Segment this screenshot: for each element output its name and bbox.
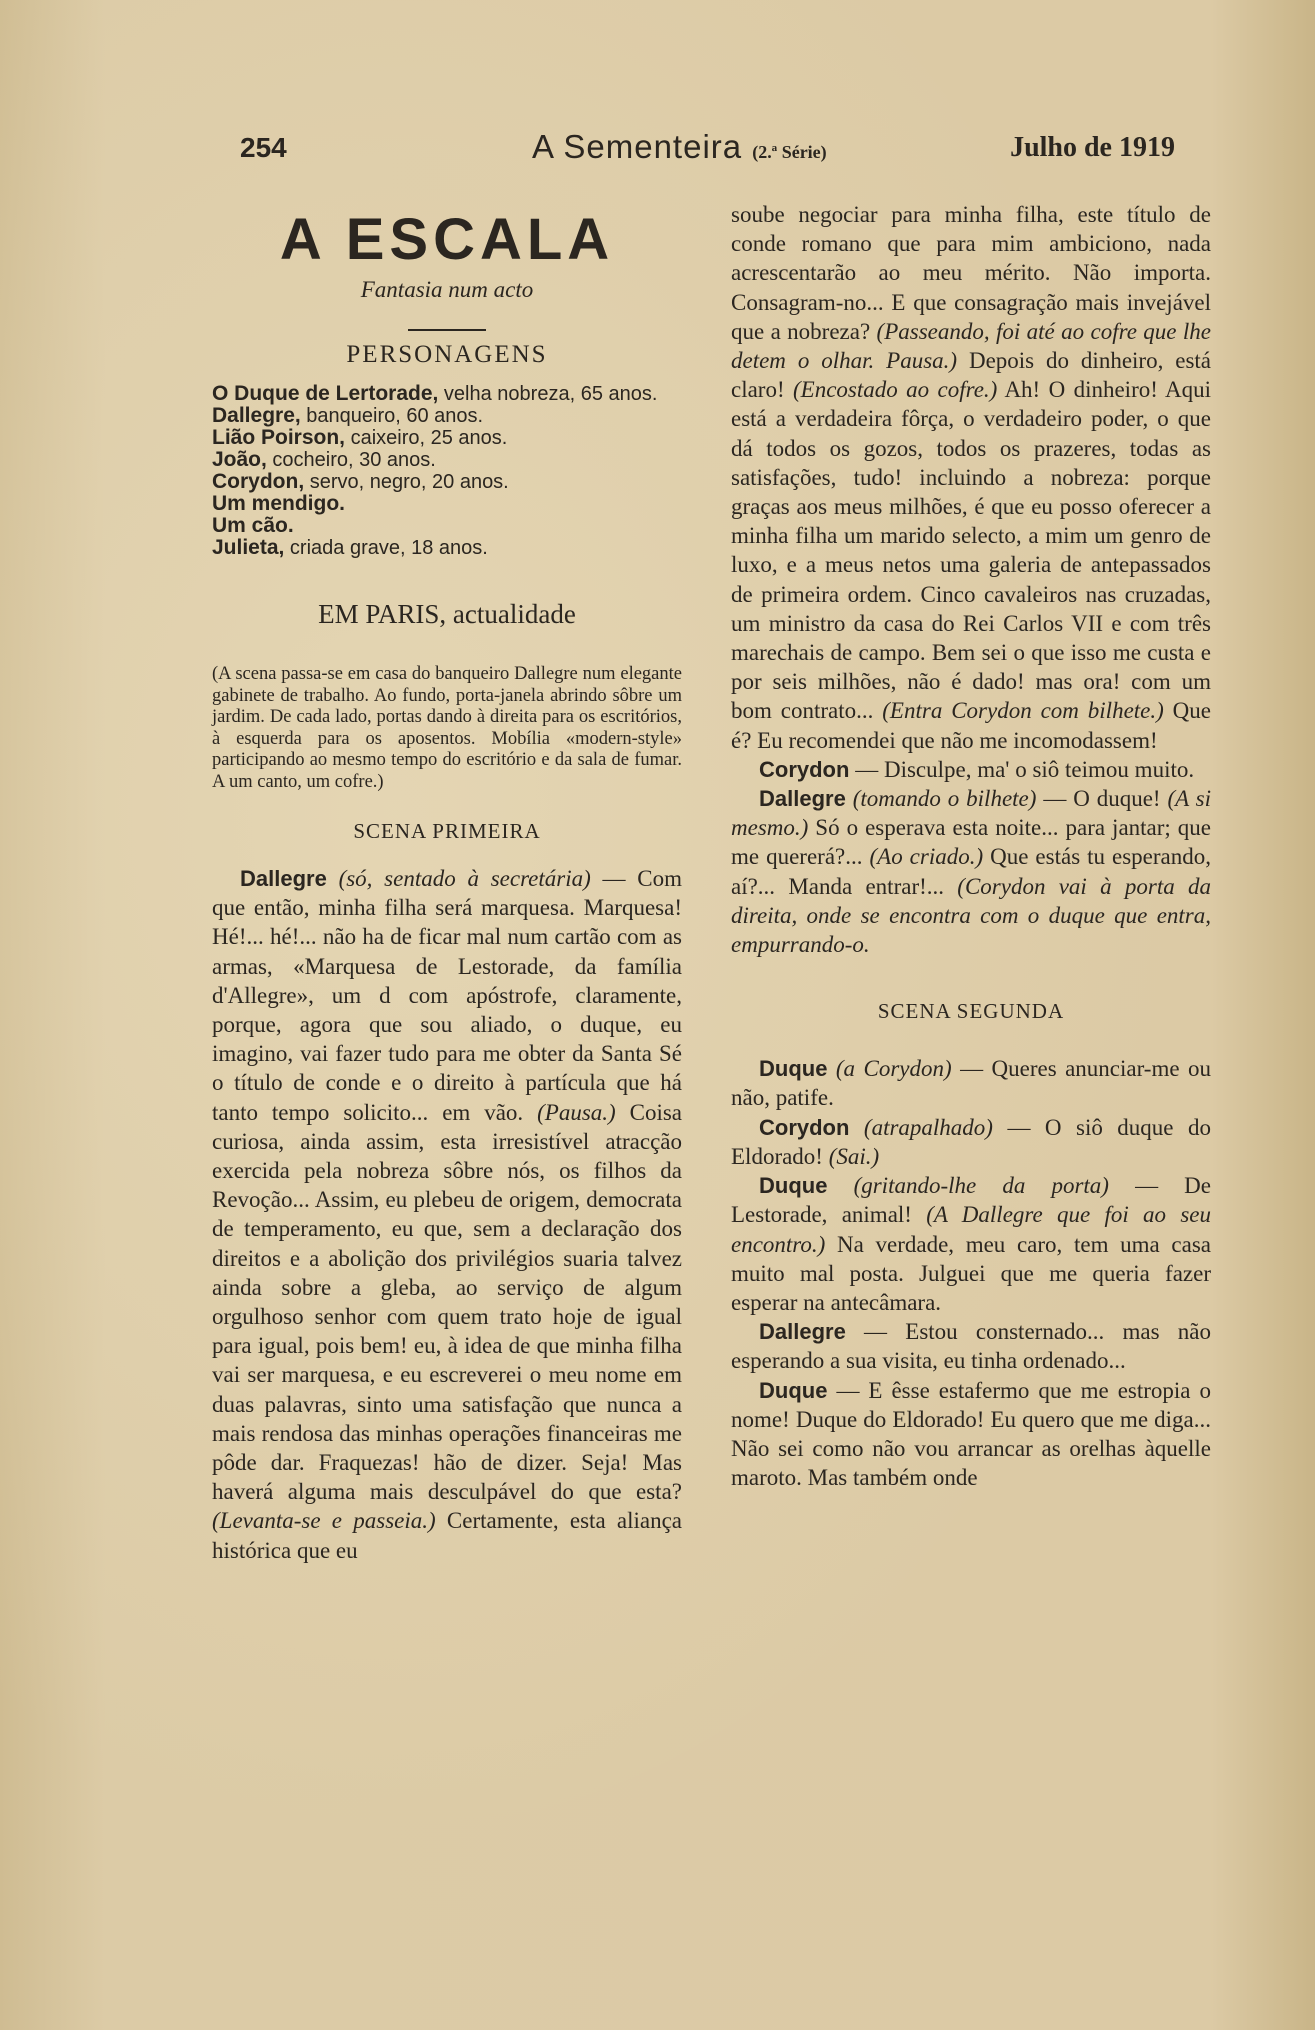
right-column <box>731 200 1211 1492</box>
dialogue-text: Só o esperava esta noite... para jantar; que me quererá?... <box>731 815 1211 870</box>
cast-member <box>212 493 682 515</box>
cast-member <box>212 449 682 471</box>
cast-member-name: O Duque de Lertorade, <box>212 382 439 405</box>
journal-title <box>532 128 827 166</box>
stage-direction: (A scena passa-se em casa do banqueiro Dallegre num elegante gabinete de trabalho. Ao fundo, porta-janela abrindo sôbre um jardim. De cada lado, portas dando à direita para os escritórios, à esquerda para os aposentos. Mobília «modern-style» participando ao mesmo tempo do escritório e da sala de fumar. A um canto, um cofre.) <box>212 664 682 792</box>
left-column <box>212 200 682 1565</box>
stage-note: (Encostado ao cofre.) <box>784 377 998 403</box>
cast-member <box>212 515 682 537</box>
cast-member <box>212 471 682 493</box>
stage-note: (Corydon vai à porta da direita, onde se encontra com o duque que entra, empurrando-o. <box>731 873 1211 958</box>
cast-member-desc: banqueiro, 60 anos. <box>300 405 484 427</box>
cast-member <box>212 383 682 405</box>
cast-member <box>212 427 682 449</box>
dialogue-paragraph <box>731 200 1211 755</box>
dialogue-text: Na verdade, meu caro, tem uma casa muito mal posta. Julguei que me queria fazer esperar na antecâmara. <box>731 1231 1211 1315</box>
setting-line: EM PARIS, actualidade <box>318 599 576 629</box>
stage-note: (Sai.) <box>822 1143 880 1169</box>
cast-member-name: Julieta, <box>212 536 285 559</box>
cast-member <box>212 405 682 427</box>
dialogue-paragraph <box>731 784 1211 959</box>
stage-note: (atrapalhado) <box>849 1114 993 1140</box>
stage-note: (gritando-lhe da porta) <box>827 1173 1109 1199</box>
journal-series: (2.ª Série) <box>752 142 827 162</box>
dialogue-text: Depois do dinheiro, está claro! <box>731 348 1211 403</box>
cast-member-name: João, <box>212 448 267 471</box>
dialogue-text: Que é? Eu recomendei que não me incomodassem! <box>731 698 1211 753</box>
page-number: 254 <box>240 132 287 163</box>
stage-note: (só, sentado à secretária) <box>326 866 591 891</box>
cast-member-desc: velha nobreza, 65 anos. <box>438 383 658 405</box>
dialogue-text: Que estás tu esperando, aí?... Manda entrar!... <box>731 844 1211 899</box>
cast-list <box>212 383 682 559</box>
play-subtitle: Fantasia num acto <box>360 277 534 302</box>
stage-note: (tomando o bilhete) <box>845 786 1037 812</box>
cast-member-desc: caixeiro, 25 anos. <box>345 427 508 449</box>
dialogue-paragraph <box>731 1317 1211 1375</box>
dialogue-text: — Estou consternado... mas não esperando a sua visita, eu tinha ordenado... <box>731 1319 1211 1374</box>
dialogue-text: Ah! O dinheiro! Aqui está a verdadeira fôrça, o verdadeiro poder, o que dá todos os gozos, todos os prazeres, todas as satisfações, tudo! incluindo a nobreza: porque graças aos meus milhões, é que eu posso oferecer a minha filha um marido selecto, a mim um genro de luxo, e a meus netos uma galeria de antepassados de primeira ordem. Cinco cavaleiros nas cruzadas, um ministro da casa do Rei Carlos VII e com três marechais de campo. Bem sei o que isso me custa e por seis milhões, não é dado! mas ora! com um bom contrato... <box>731 377 1211 724</box>
journal-name: A Sementeira <box>532 128 743 165</box>
issue-date: Julho de 1919 <box>1010 132 1175 163</box>
speaker-name: Dallegre <box>759 786 846 812</box>
cast-member-name: Dallegre, <box>212 404 301 427</box>
dialogue-paragraph <box>212 864 682 1565</box>
stage-note: (Ao criado.) <box>862 844 984 870</box>
speaker-name: Duque <box>759 1377 828 1403</box>
divider <box>408 329 486 331</box>
dialogue-text: Coisa curiosa, ainda assim, esta irresistível atracção exercida pela nobreza sôbre nós, os filhos da Revoção... Assim, eu plebeu de origem, democrata de temperamento, eu que, sem a declaração dos direitos e a abolição dos privilégios suaria talvez ainda sobre a gleba, ao serviço de algum orgulhoso senhor com quem trato hoje de igual para igual, pois bem! eu, à idea de que minha filha vai ser marquesa, e eu escreverei o meu nome em duas palavras, sinto uma satisfação que nunca a mais rendosa das minhas operações financeiras me pôde dar. Fraquezas! hão de dizer. Seja! Mas haverá alguma mais desculpável do que esta? <box>212 1099 682 1505</box>
dialogue-text: — Com que então, minha filha será marquesa. Marquesa! Hé!... hé!... não ha de ficar mal num cartão com as armas, «Marquesa de Lestorade, da família d'Allegre», um d com apóstrofe, claramente, porque, agora que sou aliado, o duque, eu imagino, vai fazer tudo para me obter da Santa Sé o título de conde e o direito à partícula que há tanto tempo solicito... em vão. <box>212 866 682 1125</box>
stage-note: (Pausa.) <box>523 1099 616 1125</box>
stage-note: (Passeando, foi até ao cofre que lhe detem o olhar. Pausa.) <box>731 318 1211 374</box>
stage-note: (Levanta-se e passeia.) <box>212 1508 436 1534</box>
play-title: A ESCALA <box>279 207 615 272</box>
cast-member-name: Lião Poirson, <box>212 426 346 449</box>
speaker-name: Duque <box>759 1173 828 1199</box>
dialogue-text: — De Lestorade, animal! <box>731 1173 1211 1228</box>
dialogue-paragraph <box>731 1171 1211 1317</box>
dialogue-paragraph <box>731 1054 1211 1112</box>
dialogue-paragraph <box>731 1376 1211 1493</box>
cast-member-name: Um cão. <box>212 514 294 537</box>
speaker-name: Dallegre <box>240 866 327 891</box>
cast-member <box>212 537 682 559</box>
dialogue-text: soube negociar para minha filha, este título de conde romano que para mim ambiciono, nada acrescentarão ao meu mérito. Não importa. Consagram-no... E que consagração mais invejável que a nobreza? <box>731 202 1211 344</box>
cast-member-name: Um mendigo. <box>212 492 346 515</box>
cast-member-desc: cocheiro, 30 anos. <box>266 449 436 471</box>
dialogue-paragraph <box>731 755 1211 784</box>
dialogue-text: — O duque! <box>1036 786 1161 812</box>
scene-one-heading: SCENA PRIMEIRA <box>353 819 541 843</box>
page-header <box>240 128 1175 168</box>
cast-member-desc: criada grave, 18 anos. <box>284 537 488 559</box>
cast-heading: PERSONAGENS <box>346 341 548 368</box>
dialogue-text: Certamente, esta aliança histórica que eu <box>212 1508 682 1563</box>
stage-note: (Entra Corydon com bilhete.) <box>873 698 1164 724</box>
speaker-name: Corydon <box>759 1114 850 1140</box>
dialogue-text: — E êsse estafermo que me estropia o nome! Duque do Eldorado! Eu quero que me diga... Não sei como não vou arrancar as orelhas àquelle maroto. Mas também onde <box>731 1377 1211 1491</box>
stage-note: (a Corydon) <box>827 1056 952 1082</box>
cast-member-desc: servo, negro, 20 anos. <box>304 471 509 493</box>
dialogue-paragraph <box>731 1113 1211 1171</box>
dialogue-text: — Queres anunciar-me ou não, patife. <box>731 1056 1212 1111</box>
speaker-name: Corydon <box>759 756 850 782</box>
speaker-name: Duque <box>759 1056 828 1082</box>
dialogue-text: — Disculpe, ma' o siô teimou muito. <box>849 756 1195 782</box>
stage-note: (A Dallegre que foi ao seu encontro.) <box>731 1202 1211 1257</box>
stage-note: (A si mesmo.) <box>731 786 1211 841</box>
cast-member-name: Corydon, <box>212 470 305 493</box>
dialogue-text: — O siô duque do Eldorado! <box>731 1114 1211 1169</box>
speaker-name: Dallegre <box>759 1319 846 1345</box>
scene-two-heading: SCENA SEGUNDA <box>877 999 1065 1024</box>
